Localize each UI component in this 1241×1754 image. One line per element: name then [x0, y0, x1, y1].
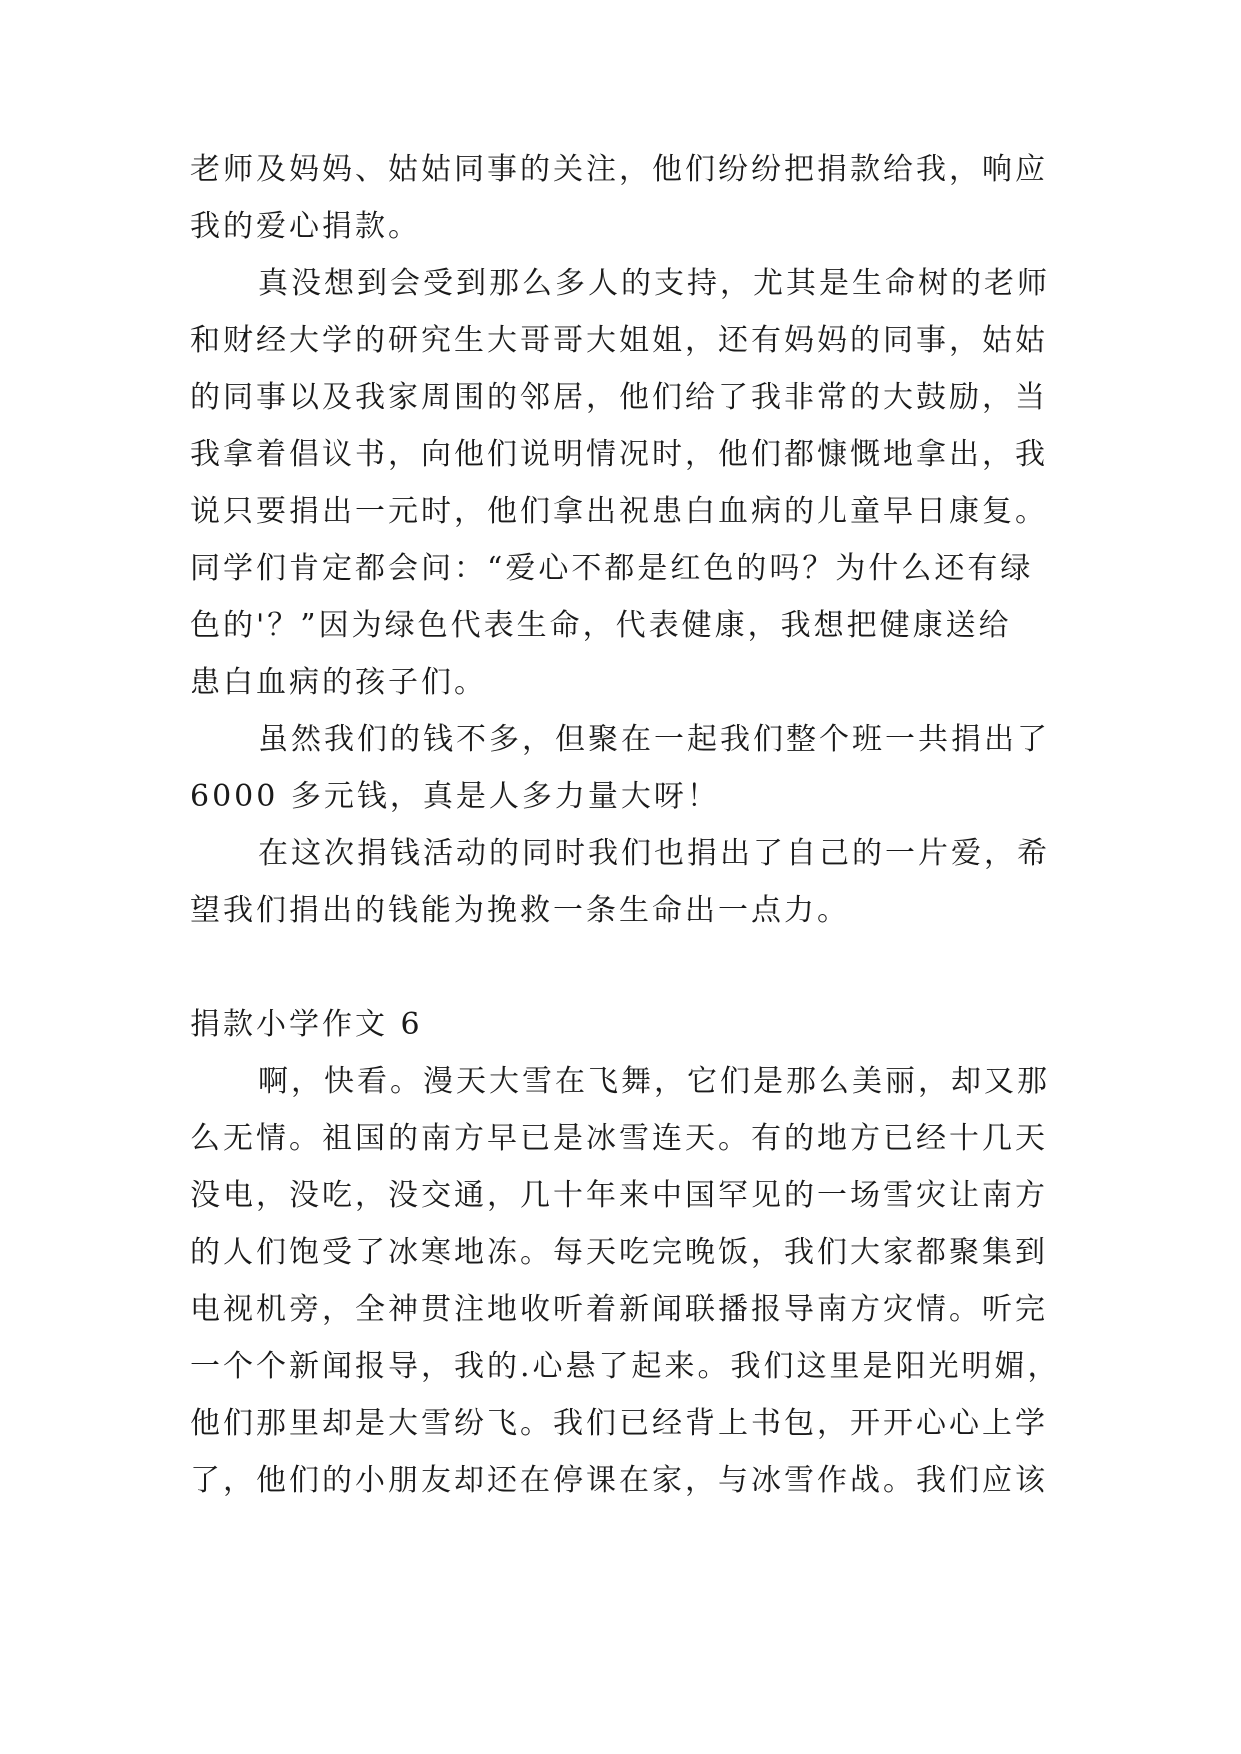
- paragraph-start: 虽然我们的钱不多，但聚在一起我们整个班一共捐出了: [258, 722, 1050, 757]
- section-heading: 捐款小学作文 6: [190, 1007, 423, 1042]
- text-line: 同学们肯定都会问：“爱心不都是红色的吗？为什么还有绿: [190, 551, 1034, 586]
- text-line: 没电，没吃，没交通，几十年来中国罕见的一场雪灾让南方: [190, 1178, 1048, 1213]
- text-line: 了，他们的小朋友却还在停课在家，与冰雪作战。我们应该: [190, 1463, 1048, 1498]
- text-line: 一个个新闻报导，我的.心悬了起来。我们这里是阳光明媚，: [190, 1349, 1061, 1384]
- text-line: 的人们饱受了冰寒地冻。每天吃完晚饭，我们大家都聚集到: [190, 1235, 1048, 1270]
- paragraph-start: 啊，快看。漫天大雪在飞舞，它们是那么美丽，却又那: [258, 1064, 1050, 1099]
- text-line: 望我们捐出的钱能为挽救一条生命出一点力。: [190, 893, 850, 928]
- text-line: 么无情。祖国的南方早已是冰雪连天。有的地方已经十几天: [190, 1121, 1048, 1156]
- text-line: 我拿着倡议书，向他们说明情况时，他们都慷慨地拿出，我: [190, 437, 1048, 472]
- text-line: 老师及妈妈、姑姑同事的关注，他们纷纷把捐款给我，响应: [190, 152, 1048, 187]
- paragraph-start: 在这次捐钱活动的同时我们也捐出了自己的一片爱，希: [258, 836, 1050, 871]
- text-line: 6000 多元钱，真是人多力量大呀！: [190, 779, 720, 814]
- text-line: 色的'？”因为绿色代表生命，代表健康，我想把健康送给: [190, 608, 1012, 643]
- text-line: 患白血病的孩子们。: [190, 665, 487, 700]
- text-line: 和财经大学的研究生大哥哥大姐姐，还有妈妈的同事，姑姑: [190, 323, 1048, 358]
- text-line: 的同事以及我家周围的邻居，他们给了我非常的大鼓励，当: [190, 380, 1048, 415]
- paragraph-start: 真没想到会受到那么多人的支持，尤其是生命树的老师: [258, 266, 1050, 301]
- text-line: 我的爱心捐款。: [190, 209, 421, 244]
- text-line: 他们那里却是大雪纷飞。我们已经背上书包，开开心心上学: [190, 1406, 1048, 1441]
- text-line: 电视机旁，全神贯注地收听着新闻联播报导南方灾情。听完: [190, 1292, 1048, 1327]
- text-line: 说只要捐出一元时，他们拿出祝患白血病的儿童早日康复。: [190, 494, 1048, 529]
